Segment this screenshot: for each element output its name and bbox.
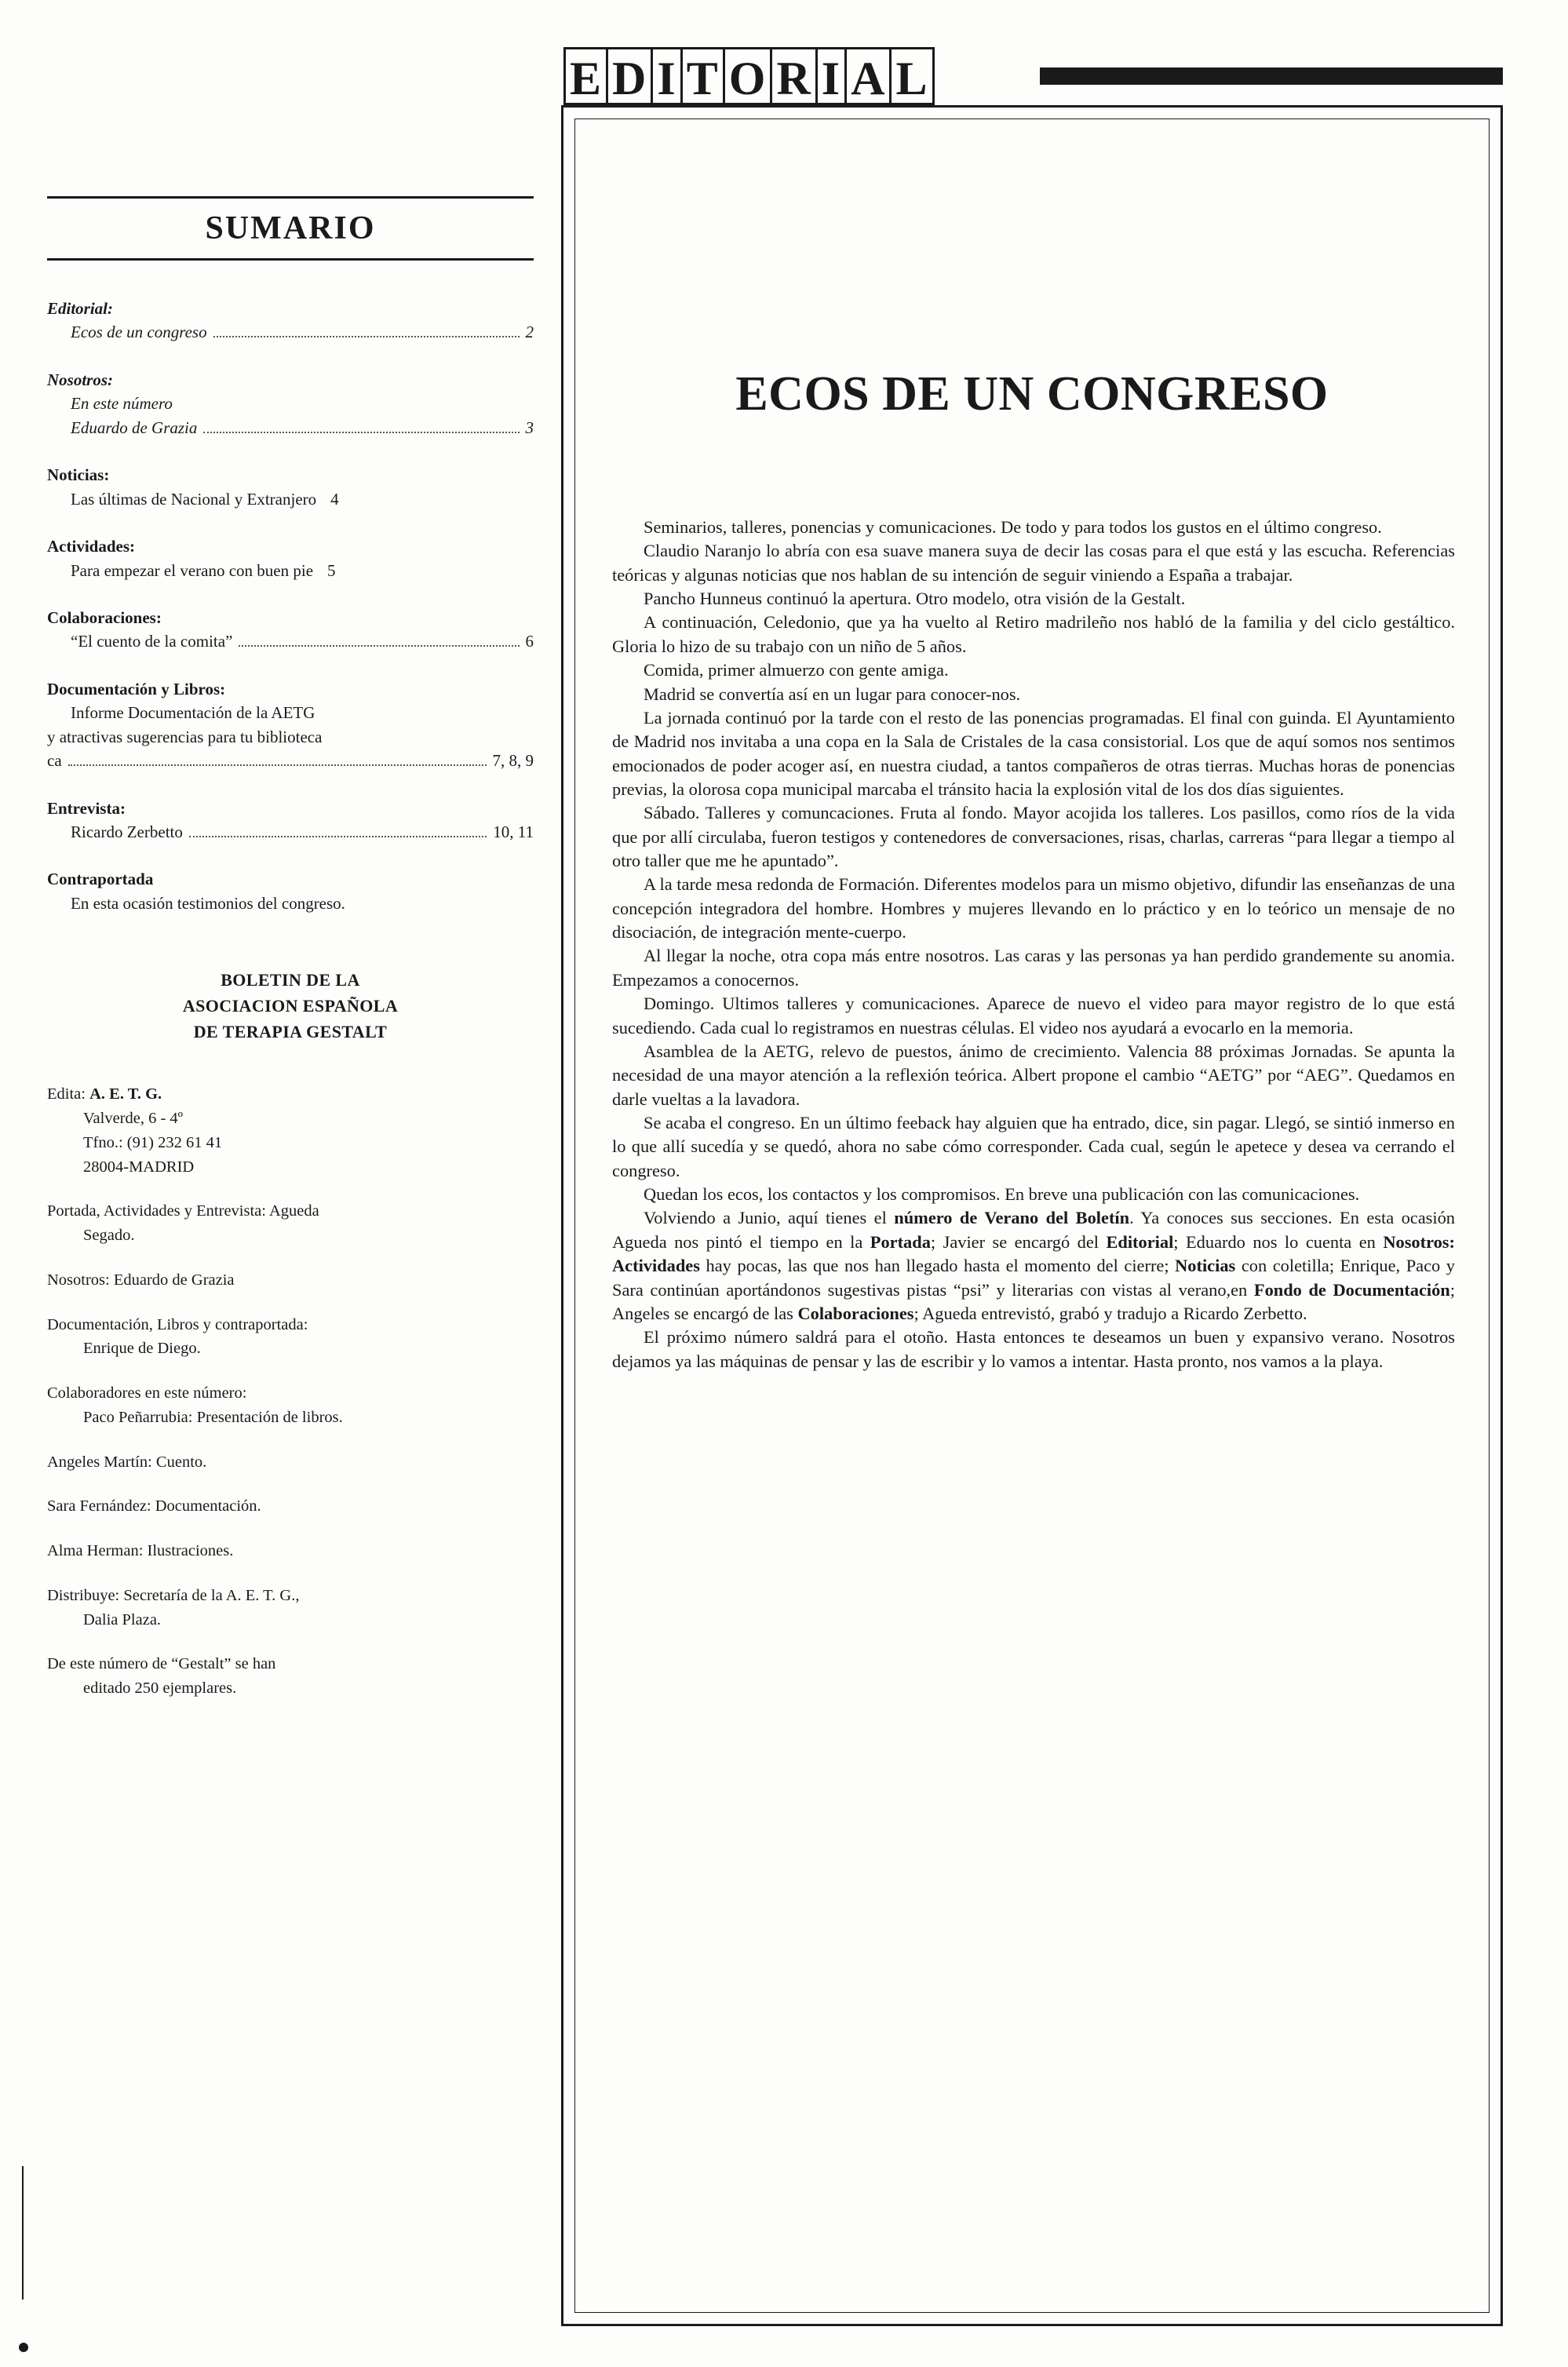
credit-text: Colaboradores en este número: (47, 1384, 247, 1402)
article-paragraph: Domingo. Ultimos talleres y comunicaciones. Aparece de nuevo el video para mayor registro de lo que está sucediendo. Cada cual lo registramos en nuestras células. El video nos ayudará a evocarlo en la memoria. (612, 994, 1455, 1038)
toc-entry-noticias (47, 463, 534, 511)
article-paragraph: Al llegar la noche, otra copa más entre nosotros. Las caras y las personas ya han perdido grandemente su anomia. Empezamos a conocernos. (612, 946, 1455, 990)
toc-entry-contraportada (47, 867, 534, 915)
credit-continuation: Paco Peñarrubia: Presentación de libros. (83, 1408, 343, 1426)
article-frame (561, 105, 1503, 2326)
toc-item-label: “El cuento de la comita” (71, 632, 233, 651)
toc-entry-actividades (47, 534, 534, 582)
sumario-title: SUMARIO (205, 210, 376, 246)
toc-item-label: Ecos de un congreso (71, 323, 207, 342)
credit-continuation: Enrique de Diego. (83, 1340, 201, 1358)
divider-bottom (47, 258, 534, 261)
toc-entry-documentacion (47, 677, 534, 773)
toc-entry-editorial (47, 297, 534, 345)
toc-page: 3 (525, 418, 534, 437)
banner-letter: R (770, 47, 817, 105)
address-line-1: Valverde, 6 - 4º (83, 1110, 184, 1128)
toc-item[interactable] (47, 320, 534, 344)
toc-item-label: En esta ocasión testimonios del congreso. (71, 893, 345, 913)
article-paragraph: Quedan los ecos, los contactos y los compromisos. En breve una publicación con las comunicaciones. (644, 1184, 1360, 1205)
banner-letter: A (844, 47, 892, 105)
credit-text: Distribuye: Secretaría de la A. E. T. G., (47, 1586, 300, 1604)
toc-item[interactable] (47, 559, 534, 582)
section-name: Editorial (1106, 1231, 1174, 1252)
article-text: ; Eduardo nos lo cuenta en (1173, 1231, 1384, 1252)
toc-page: 10, 11 (493, 822, 534, 841)
article-paragraph-sections (612, 1206, 1455, 1326)
banner-letter: I (815, 47, 847, 105)
article-paragraph: Se acaba el congreso. En un último feeback hay alguien que ha entrado, dice, sin pagar. Llegó, se sintió inmerso en lo que allí sucedía y se quedó, ahora no sabe cómo corresponder. Cada cual, según le apetece y desea va cerrando el congreso. (612, 1112, 1455, 1180)
toc-leader (213, 336, 520, 337)
toc-item-label: Las últimas de Nacional y Extranjero (71, 489, 317, 509)
toc-item-label: Informe Documentación de la AETG (71, 703, 315, 723)
toc-leader (239, 645, 519, 647)
banner-letter: O (723, 47, 773, 105)
toc-heading: Contraportada (47, 870, 154, 889)
masthead-line-2: ASOCIACION ESPAÑOLA (182, 996, 399, 1016)
article-paragraph: A la tarde mesa redonda de Formación. Diferentes modelos para un mismo objetivo, difundir las enseñanzas de una concepción integradora del hombre. Hombres y mujeres llevando en lo práctico y en lo teórico un mensaje de no disociación, de integración mente-cuerpo. (612, 874, 1456, 943)
toc-item[interactable] (47, 820, 534, 844)
masthead-line-3: DE TERAPIA GESTALT (193, 1022, 388, 1042)
article-text: con coletilla; Enrique, Paco y Sara continúan aportándonos sugestivas pistas “psi” y literarias con vistas al verano,en (612, 1256, 1455, 1300)
credit-text: Nosotros: Eduardo de Grazia (47, 1271, 235, 1289)
address-line-2: Tfno.: (91) 232 61 41 (83, 1133, 223, 1151)
credit-text: Documentación, Libros y contraportada: (47, 1315, 308, 1333)
toc-item[interactable] (47, 725, 534, 749)
toc-page: 5 (327, 560, 336, 580)
article-paragraph: Claudio Naranjo lo abría con esa suave manera suya de decir las cosas para el que está y las escucha. Referencias teóricas y algunas noticias que nos hablan de su intención de seguir viniendo a España a trabajar. (612, 541, 1455, 585)
credit-item (47, 1313, 534, 1362)
toc-item[interactable] (47, 701, 534, 724)
banner-letter: T (680, 47, 725, 105)
crop-mark-dot (19, 2343, 28, 2352)
section-name: Portada (870, 1231, 931, 1252)
toc-page: 6 (525, 632, 534, 651)
publisher-name: A. E. T. G. (89, 1085, 162, 1103)
article-text: hay pocas, las que nos han llegado hasta el momento del cierre; (699, 1256, 1176, 1276)
toc-heading: Noticias: (47, 465, 110, 485)
toc-item[interactable] (47, 416, 534, 439)
credit-text: Alma Herman: Ilustraciones. (47, 1542, 234, 1560)
toc-page: 2 (525, 323, 534, 342)
credit-continuation: Dalia Plaza. (83, 1610, 162, 1628)
credit-item (47, 1450, 534, 1475)
article-paragraph: El próximo número saldrá para el otoño. Hasta entonces te deseamos un buen y expansivo verano. Nosotros dejamos ya las máquinas de pensar y las de escribir y lo vamos a intentar. Hasta pronto, nos vamos a la playa. (612, 1327, 1455, 1371)
article-paragraph: Sábado. Talleres y comuncaciones. Fruta al fondo. Mayor acojida los talleres. Los pasillos, como ríos de la vida que por allí circulaba, fueron testigos y contenedores de conversaciones, risas, charlas, carreras “para llegar a tiempo al otro taller que me he apuntado”. (612, 803, 1455, 871)
credit-item (47, 1381, 534, 1430)
toc-leader (189, 836, 487, 837)
imprint-block (47, 1082, 534, 1701)
toc-entry-colaboraciones (47, 606, 534, 654)
masthead-line-1: BOLETIN DE LA (221, 970, 360, 990)
article-text: . Ya conoces sus secciones. En esta ocasión Agueda nos pintó el tiempo en la (612, 1208, 1455, 1252)
article-paragraph: Madrid se convertía así en un lugar para conocer-nos. (644, 684, 1021, 704)
article-paragraph: Comida, primer almuerzo con gente amiga. (644, 660, 949, 680)
divider-top (47, 196, 534, 199)
article-text: Volviendo a Junio, aquí tienes el (644, 1208, 895, 1228)
article-paragraph: A continuación, Celedonio, que ya ha vuelto al Retiro madrileño nos habló de la familia y del ciclo gestáltico. Gloria lo hizo de su trabajo con un niño de 5 años. (612, 612, 1455, 656)
toc-item[interactable] (47, 392, 534, 415)
credit-item (47, 1652, 534, 1701)
credit-continuation: Segado. (83, 1227, 135, 1245)
banner-letter: L (889, 47, 934, 105)
toc-item-label: En este número (71, 394, 173, 414)
toc-item-label: Ricardo Zerbetto (71, 822, 183, 841)
toc-item-label: Eduardo de Grazia (71, 418, 198, 437)
toc-item-label: Para empezar el verano con buen pie (71, 560, 314, 580)
toc-entry-nosotros (47, 368, 534, 439)
banner-letter: E (563, 47, 608, 105)
article-body (612, 516, 1455, 1373)
article-paragraph: Pancho Hunneus continuó la apertura. Otro modelo, otra visión de la Gestalt. (644, 589, 1186, 609)
credit-text: Sara Fernández: Documentación. (47, 1497, 261, 1515)
article-title: ECOS DE UN CONGRESO (735, 367, 1329, 421)
credit-item (47, 1494, 534, 1519)
article-text: ; Angeles se encargó de las (612, 1279, 1455, 1323)
banner-letter: I (651, 47, 682, 105)
toc-heading: Documentación y Libros: (47, 679, 226, 698)
article-text: ; Javier se encargó del (930, 1231, 1107, 1252)
section-name: número de Verano del Boletín (894, 1208, 1130, 1228)
toc-item-label: y atractivas sugerencias para tu biblioteca (47, 727, 323, 746)
toc-heading: Actividades: (47, 537, 135, 556)
editorial-banner-word (561, 47, 939, 105)
banner-letter: D (606, 47, 653, 105)
credit-item (47, 1199, 534, 1248)
toc-page: 7, 8, 9 (492, 751, 534, 771)
credit-item (47, 1539, 534, 1563)
article-paragraph: Asamblea de la AETG, relevo de puestos, ánimo de crecimiento. Valencia 88 próximas Jornadas. Se apunta la necesidad de una mayor atención a la reflexión teórica. Albert propone el cambio “AETG” por “AEG”. Quedamos en darle vueltas a la lavadora. (612, 1041, 1455, 1109)
toc-item[interactable] (47, 892, 534, 915)
toc-item[interactable] (47, 629, 534, 653)
banner-bar (1040, 67, 1503, 85)
publisher-line (47, 1082, 534, 1179)
credit-continuation: editado 250 ejemplares. (83, 1680, 237, 1698)
article-paragraph: Seminarios, talleres, ponencias y comunicaciones. De todo y para todos los gustos en el último congreso. (644, 517, 1382, 537)
toc-heading: Nosotros: (47, 370, 114, 389)
credit-text: Portada, Actividades y Entrevista: Agueda (47, 1202, 319, 1220)
toc-heading: Entrevista: (47, 798, 126, 818)
toc-leader (68, 764, 487, 766)
editorial-column (561, 47, 1503, 1371)
table-of-contents (47, 297, 534, 915)
address-line-3: 28004-MADRID (83, 1158, 195, 1176)
toc-item-label: ca (47, 751, 62, 771)
article-paragraph: La jornada continuó por la tarde con el resto de las ponencias programadas. El final con guinda. El Ayuntamiento de Madrid nos invitaba a una copa en la Sala de Cristales de la casa consistorial. Los que de aquí somos nos sentimos emocionados de poder acoger así, en nuestra ciudad, a tantos compañeros de otras tierras. Muchas horas de ponencias previas, la olorosa copa municipal marcaba el tránsito hacia la explosión vital de los dos días siguientes. (612, 707, 1455, 799)
section-name: Noticias (1175, 1256, 1236, 1276)
credit-item (47, 1584, 534, 1632)
article-text: ; Agueda entrevistó, grabó y tradujo a Ricardo Zerbetto. (913, 1303, 1307, 1323)
section-name: Colaboraciones (797, 1303, 914, 1323)
publisher-label: Edita: (47, 1085, 86, 1103)
masthead (47, 967, 534, 1045)
section-name: Nosotros: Actividades (612, 1231, 1455, 1276)
toc-page: 4 (330, 489, 339, 509)
toc-item[interactable] (47, 749, 534, 772)
toc-item[interactable] (47, 487, 534, 511)
toc-heading: Colaboraciones: (47, 607, 162, 627)
toc-heading: Editorial: (47, 299, 114, 318)
toc-entry-entrevista (47, 797, 534, 844)
section-name: Fondo de Documentación (1253, 1279, 1450, 1300)
crop-mark-line (22, 2166, 24, 2300)
credit-text: De este número de “Gestalt” se han (47, 1655, 276, 1673)
toc-leader (203, 432, 519, 433)
credit-item (47, 1268, 534, 1293)
credit-text: Angeles Martín: Cuento. (47, 1453, 207, 1471)
sumario-column (47, 196, 534, 1721)
